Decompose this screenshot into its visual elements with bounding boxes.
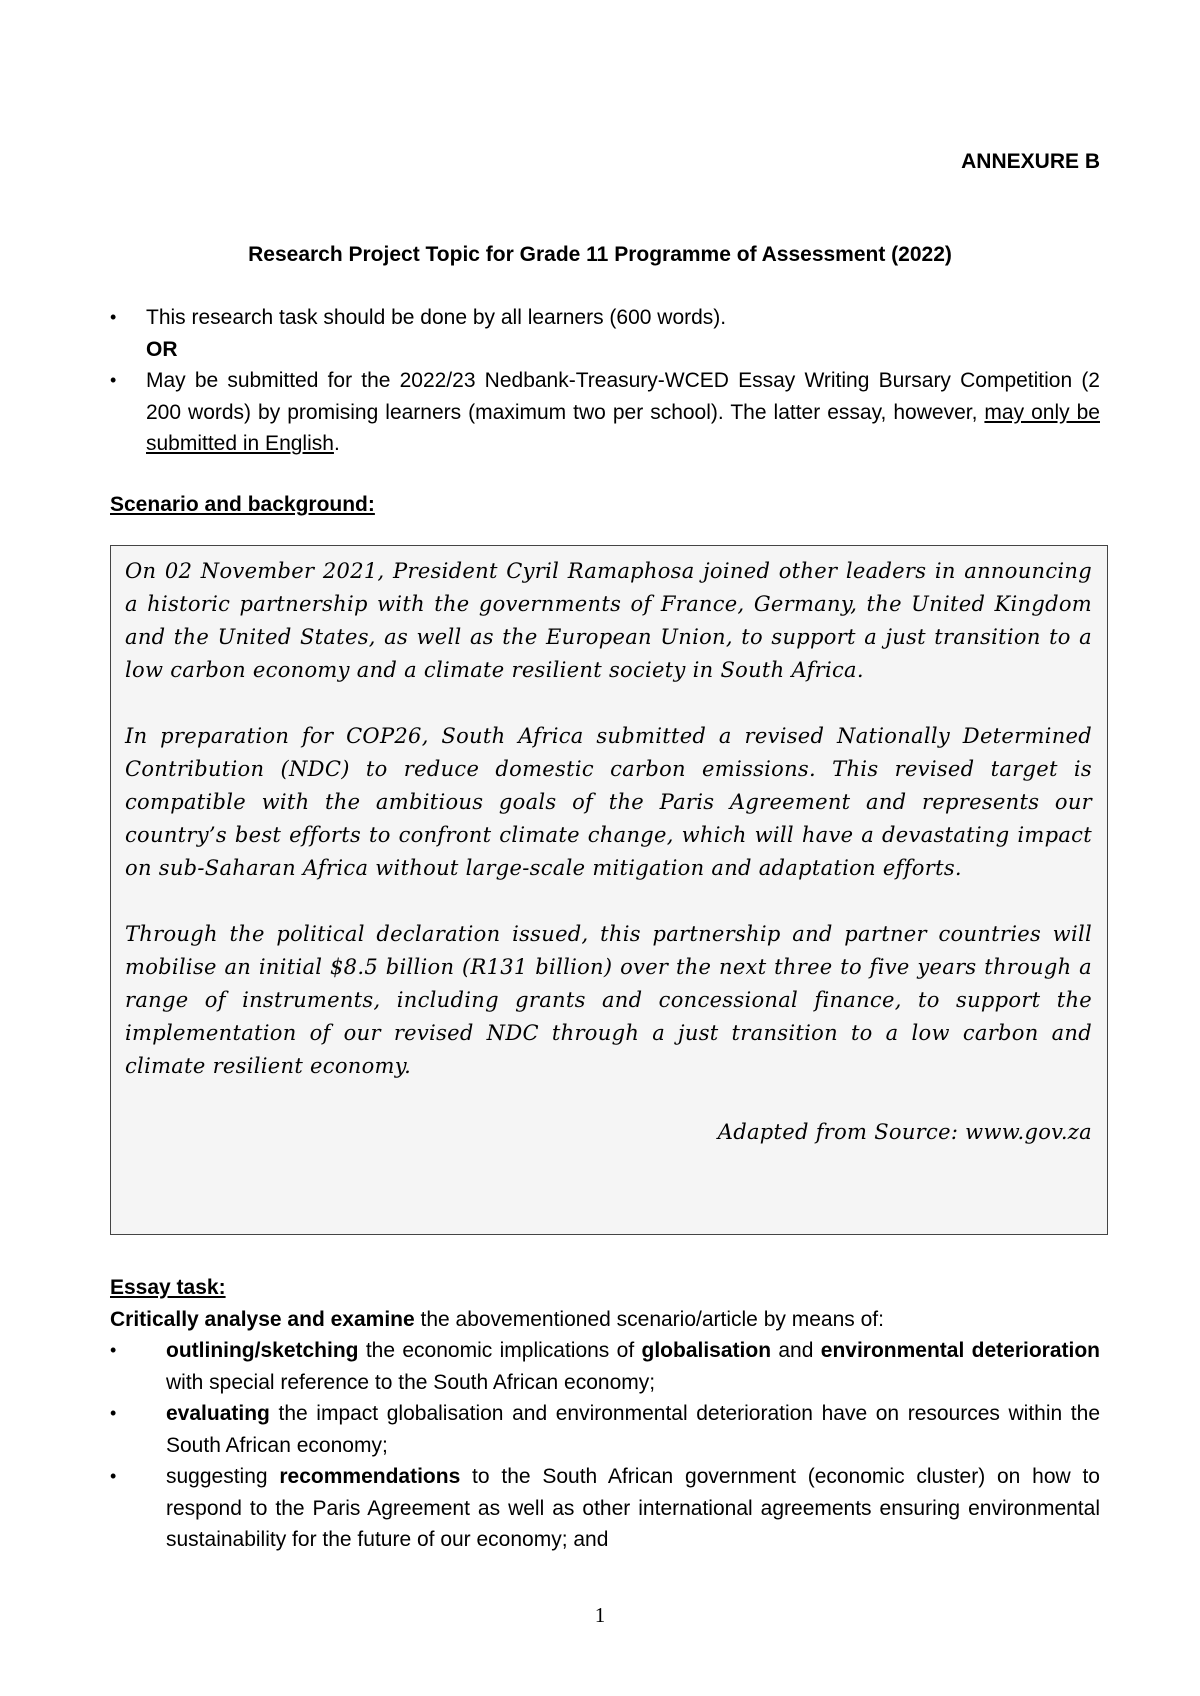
page-number: 1 xyxy=(594,1603,606,1627)
or-label: OR xyxy=(146,337,178,361)
scenario-paragraph-2: In preparation for COP26, South Africa submitted a revised Nationally Determined Contribution (NDC) to reduce domestic carbon emissions. This revised target is compatible with the ambitious goals of the Paris Agreement and represents our country’s best efforts to confront climate change, which will have a devastating impact on sub-Saharan Africa without large-scale mitigation and adaptation efforts. xyxy=(125,724,1092,880)
scenario-paragraph-1: On 02 November 2021, President Cyril Ramaphosa joined other leaders in announcing a historic partnership with the governments of France, Germany, the United Kingdom and the United States, as well as the European Union, to support a just transition to a low carbon economy and a climate resilient society in South Africa. xyxy=(125,559,1092,682)
essay-task-item-2 xyxy=(110,1398,1100,1461)
essay-task-section xyxy=(110,1272,1100,1556)
english-only-note: may only be submitted in English xyxy=(146,400,1100,455)
item1-bold-1: outlining/sketching xyxy=(166,1339,359,1362)
item1-text-2: and xyxy=(771,1339,821,1362)
intro-list xyxy=(110,302,1100,334)
essay-task-lead-bold: Critically analyse and examine xyxy=(110,1307,415,1331)
item3-text-1: to the South African government (economic cluster) on how to respond to the Paris Agreement as well as other international agreements ensuring environmental sustainability for the future of our economy; and xyxy=(166,1465,1100,1551)
intro-bullet-2-text: May be submitted for the 2022/23 Nedbank-Treasury-WCED Essay Writing Bursary Competition (2 200 words) by promising learners (maximum two per school). The latter essay, however, xyxy=(146,369,1100,424)
intro-bullet-2-end: . xyxy=(333,432,340,455)
intro-bullet-1-text: This research task should be done by all learners (600 words). xyxy=(146,306,727,329)
essay-task-lead-rest: the abovementioned scenario/article by means of: xyxy=(414,1307,884,1331)
item3-bold-1: recommendations xyxy=(279,1465,461,1488)
scenario-box xyxy=(110,545,1108,1235)
item2-text-1: the impact globalisation and environmental deterioration have on resources within the South African economy; xyxy=(166,1402,1100,1457)
intro-list-2 xyxy=(110,365,1100,460)
item1-text-1: the economic implications of xyxy=(358,1339,642,1362)
essay-task-heading: Essay task: xyxy=(110,1276,226,1299)
item1-bold-3: environmental deterioration xyxy=(820,1339,1100,1362)
essay-task-item-1 xyxy=(110,1335,1100,1398)
intro-bullet-1 xyxy=(110,302,1100,334)
document-title: Research Project Topic for Grade 11 Programme of Assessment (2022) xyxy=(248,243,952,266)
essay-task-list xyxy=(110,1335,1100,1556)
item1-text-3: with special reference to the South African economy; xyxy=(166,1370,656,1394)
annexure-label: ANNEXURE B xyxy=(961,150,1100,173)
essay-task-item-3 xyxy=(110,1461,1100,1556)
item2-bold-1: evaluating xyxy=(166,1402,270,1425)
scenario-paragraph-3: Through the political declaration issued, this partnership and partner countries will mobilise an initial $8.5 billion (R131 billion) over the next three to five years through a range of instruments, including grants and concessional finance, to support the implementation of our revised NDC through a just transition to a low carbon and climate resilient economy. xyxy=(125,922,1092,1078)
scenario-source: Adapted from Source: www.gov.za xyxy=(717,1120,1092,1144)
intro-section xyxy=(110,302,1100,460)
item3-text-0: suggesting xyxy=(166,1465,280,1488)
scenario-heading: Scenario and background: xyxy=(110,493,375,516)
item1-bold-2: globalisation xyxy=(641,1339,772,1362)
intro-bullet-2 xyxy=(110,365,1100,460)
essay-task-lead xyxy=(110,1304,1100,1336)
